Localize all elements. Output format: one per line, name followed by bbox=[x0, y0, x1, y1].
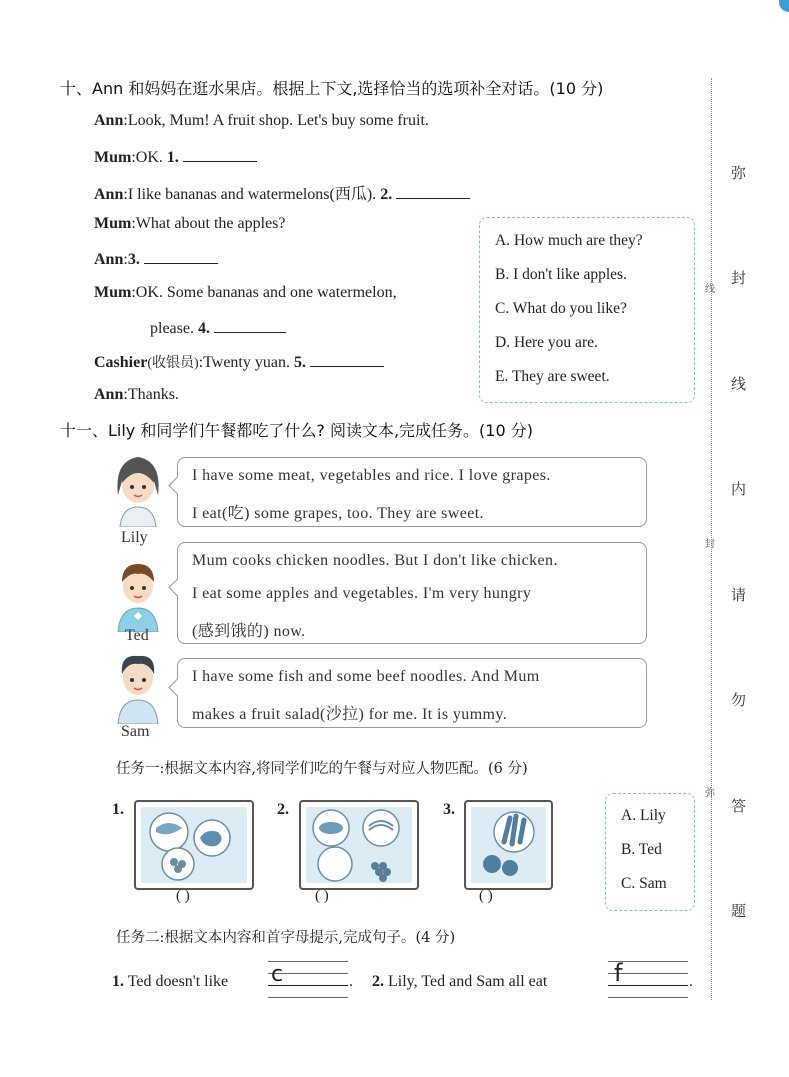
answer-blank-3[interactable] bbox=[144, 249, 218, 264]
side-char-5: 请 bbox=[731, 586, 747, 604]
dialogue-line-8: Cashier(收银员):Twenty yuan. 5. bbox=[94, 352, 384, 372]
sam-line-2: makes a fruit salad(沙拉) for me. It is yummy. bbox=[192, 706, 508, 723]
option-lily: A. Lily bbox=[621, 807, 666, 824]
sam-avatar-icon bbox=[110, 648, 166, 724]
section-10-options-box bbox=[479, 217, 695, 403]
option-e: E. They are sweet. bbox=[495, 368, 610, 385]
option-b: B. I don't like apples. bbox=[495, 266, 627, 283]
sam-line-1: I have some fish and some beef noodles. And Mum bbox=[192, 668, 540, 685]
task-2-sentence-1: 1. Ted doesn't like bbox=[112, 973, 229, 990]
dialogue-line-9: Ann:Thanks. bbox=[94, 386, 179, 403]
hint-letter-c: c bbox=[271, 962, 284, 987]
ted-line-1: Mum cooks chicken noodles. But I don't like chicken. bbox=[192, 552, 558, 569]
lily-avatar-icon bbox=[110, 451, 166, 527]
task-1-options-box bbox=[605, 793, 695, 911]
vegetables-apples-icon bbox=[466, 802, 551, 888]
sam-name: Sam bbox=[121, 723, 150, 740]
option-ted: B. Ted bbox=[621, 841, 662, 858]
side-char-4: 内 bbox=[731, 480, 747, 498]
lunch-picture-3 bbox=[464, 800, 553, 890]
task-1-title: 任务一:根据文本内容,将同学们吃的午餐与对应人物匹配。(6 分) bbox=[116, 761, 528, 777]
side-char-8: 题 bbox=[731, 902, 747, 920]
lily-speech-bubble bbox=[177, 457, 647, 527]
side-char-3: 线 bbox=[731, 375, 747, 393]
ted-speech-bubble bbox=[177, 542, 647, 644]
side-char-7: 答 bbox=[731, 797, 747, 815]
dialogue-line-4: Mum:What about the apples? bbox=[94, 215, 286, 232]
side-char-1: 弥 bbox=[731, 164, 747, 182]
dialogue-line-6: Mum:OK. Some bananas and one watermelon, bbox=[94, 284, 397, 301]
dialogue-line-1: Ann:Look, Mum! A fruit shop. Let's buy some fruit. bbox=[94, 112, 429, 129]
answer-paren-2[interactable]: ( ) bbox=[315, 888, 329, 904]
ted-line-3: (感到饿的) now. bbox=[192, 623, 306, 640]
task-2-sentence-2: 2. Lily, Ted and Sam all eat bbox=[372, 973, 548, 990]
corner-tab bbox=[779, 0, 789, 12]
task-1-num-1: 1. bbox=[112, 801, 124, 818]
hint-letter-f: f bbox=[614, 959, 623, 987]
task-1-num-2: 2. bbox=[277, 801, 289, 818]
option-a: A. How much are they? bbox=[495, 232, 643, 249]
dialogue-line-7: please. 4. bbox=[150, 318, 286, 338]
meat-vegetables-rice-icon bbox=[136, 802, 252, 888]
side-char-2: 封 bbox=[731, 269, 747, 287]
task-2-title: 任务二:根据文本内容和首字母提示,完成句子。(4 分) bbox=[116, 930, 456, 946]
lily-name: Lily bbox=[121, 529, 148, 546]
task-1-num-3: 3. bbox=[443, 801, 455, 818]
lunch-picture-2 bbox=[299, 800, 419, 890]
option-c: C. What do you like? bbox=[495, 300, 627, 317]
lily-line-2: I eat(吃) some grapes, too. They are sweet. bbox=[192, 505, 484, 522]
period-1: . bbox=[349, 973, 353, 990]
side-char-6: 勿 bbox=[731, 691, 747, 709]
lunch-picture-1 bbox=[134, 800, 254, 890]
answer-blank-4[interactable] bbox=[214, 318, 286, 333]
dialogue-line-3: Ann:I like bananas and watermelons(西瓜). 2. bbox=[94, 181, 470, 204]
fish-noodles-salad-icon bbox=[301, 802, 417, 888]
cut-label-xian: 线 bbox=[705, 284, 715, 295]
section-11-title: 十一、Lily 和同学们午餐都吃了什么? 阅读文本,完成任务。(10 分) bbox=[60, 421, 533, 440]
answer-blank-5[interactable] bbox=[310, 352, 384, 367]
dialogue-line-2: Mum:OK. 1. bbox=[94, 147, 257, 167]
ted-line-2: I eat some apples and vegetables. I'm very hungry bbox=[192, 585, 532, 602]
four-line-blank-1[interactable] bbox=[268, 961, 348, 997]
answer-blank-2[interactable] bbox=[396, 184, 470, 199]
option-sam: C. Sam bbox=[621, 875, 667, 892]
ted-avatar-icon bbox=[110, 556, 166, 632]
period-2: . bbox=[689, 973, 693, 990]
option-d: D. Here you are. bbox=[495, 334, 598, 351]
answer-paren-3[interactable]: ( ) bbox=[479, 888, 493, 904]
ted-name: Ted bbox=[125, 627, 149, 644]
answer-blank-1[interactable] bbox=[183, 147, 257, 162]
dialogue-line-5: Ann:3. bbox=[94, 249, 218, 269]
sam-speech-bubble bbox=[177, 658, 647, 728]
cut-label-feng: 封 bbox=[705, 539, 715, 550]
lily-line-1: I have some meat, vegetables and rice. I love grapes. bbox=[192, 467, 551, 484]
answer-paren-1[interactable]: ( ) bbox=[176, 888, 190, 904]
four-line-blank-2[interactable] bbox=[608, 961, 688, 997]
cut-label-mi: 弥 bbox=[705, 788, 715, 799]
section-10-title: 十、Ann 和妈妈在逛水果店。根据上下文,选择恰当的选项补全对话。(10 分) bbox=[60, 79, 604, 98]
